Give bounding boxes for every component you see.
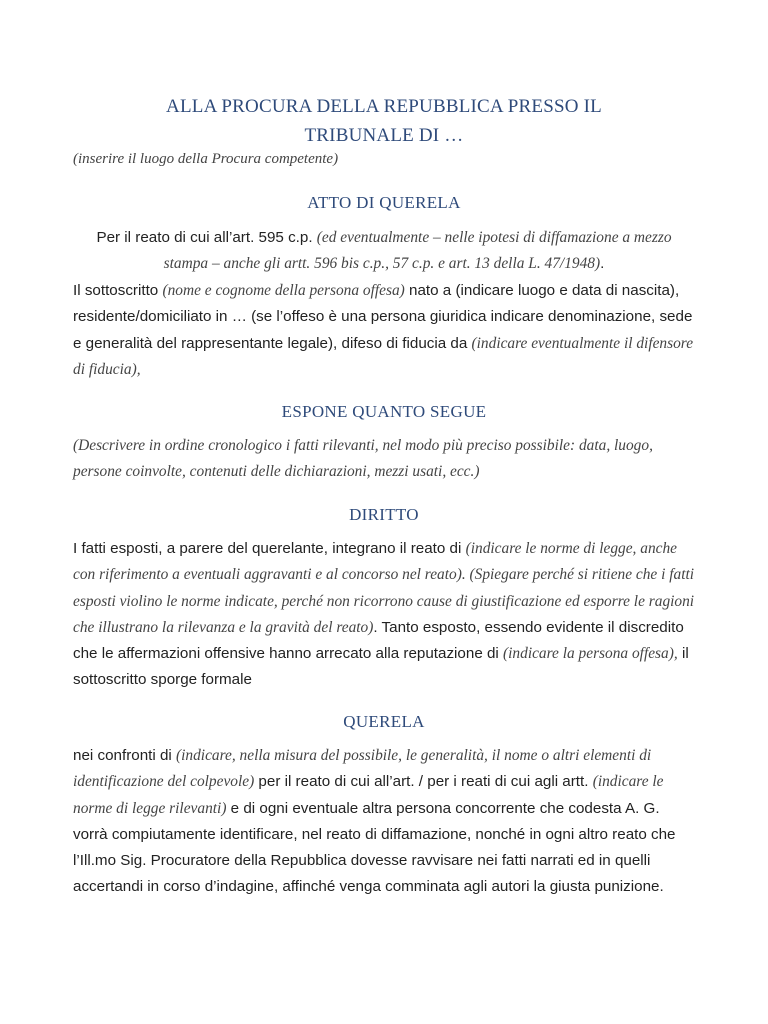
reato-italic-note: (ed eventualmente – nelle ipotesi di diffamazione a mezzo stampa – anche gli artt. 596 bis c.p., 57 c.p. e art. 13 della L. 47/1948) <box>163 229 672 273</box>
reato-text: Per il reato di cui all’art. 595 c.p. <box>96 229 317 246</box>
diritto-heading: DIRITTO <box>349 505 419 524</box>
atto-di-querela-heading: ATTO DI QUERELA <box>307 193 461 212</box>
sottoscritto-text-1: Il sottoscritto <box>73 282 163 299</box>
diritto-text-2: . Tanto esposto, essendo evidente il discredito che le affermazioni offensive hanno arrecato alla reputazione di <box>73 618 684 663</box>
diritto-italic-2: (indicare la persona offesa), <box>503 645 678 663</box>
document-title <box>60 92 708 150</box>
querela-paragraph <box>73 743 698 901</box>
querela-heading: QUERELA <box>343 712 425 731</box>
sottoscritto-italic-2: (indicare eventualmente il difensore di fiducia), <box>73 334 694 378</box>
espone-paragraph <box>73 433 698 486</box>
querela-text-3: e di ogni eventuale altra persona concorrente che codesta A. G. vorrà compiutamente identificare, nel reato di diffamazione, nonché in ogni altro reato che l’Ill.mo Sig. Procuratore della Repubblica dovesse ravvisare nei fatti narrati ed in quelli accertandi in corso d’indagine, affinché venga comminata agli autori la giusta punizione. <box>73 799 676 896</box>
sottoscritto-italic-1: (nome e cognome della persona offesa) <box>162 282 405 299</box>
reato-end: . <box>600 255 605 273</box>
title-line-1: ALLA PROCURA DELLA REPUBBLICA PRESSO IL <box>166 96 602 117</box>
espone-italic-text: (Descrivere in ordine cronologico i fatti rilevanti, nel modo più preciso possibile: data, luogo, persone coinvolte, contenuti delle dichiarazioni, mezzi usati, ecc.) <box>73 437 653 481</box>
querela-italic-1: (indicare, nella misura del possibile, le generalità, il nome o altri elementi di identificazione del colpevole) <box>73 747 652 791</box>
espone-heading: ESPONE QUANTO SEGUE <box>281 402 487 421</box>
querela-italic-2: (indicare le norme di legge rilevanti) <box>73 773 664 817</box>
sottoscritto-paragraph <box>73 278 698 383</box>
title-line-2: TRIBUNALE DI … <box>304 125 464 146</box>
sottoscritto-text-2: nato a (indicare luogo e data di nascita), residente/domiciliato in … (se l’offeso è una persona giuridica indicare denominazione, sede e generalità del rappresentante legale), difeso di fiducia da <box>73 282 693 352</box>
diritto-italic-1: (indicare le norme di legge, anche con riferimento a eventuali aggravanti e al concorso nel reato). (Spiegare perché si ritiene che i fatti esposti violino le norme indicate, perché non ricorrono cause di giustificazione ed esporre le ragioni che illustrano la rilevanza e la gravità del reato) <box>73 540 695 636</box>
procura-location-note: (inserire il luogo della Procura competente) <box>73 151 339 167</box>
querela-text-1: nei confronti di <box>73 747 176 764</box>
diritto-paragraph <box>73 536 698 694</box>
diritto-text-3: il sottoscritto sporge formale <box>73 645 689 689</box>
reato-paragraph <box>73 225 695 278</box>
querela-text-2: per il reato di cui all’art. / per i reati di cui agli artt. <box>254 773 593 791</box>
diritto-text-1: I fatti esposti, a parere del querelante, integrano il reato di <box>73 540 466 557</box>
